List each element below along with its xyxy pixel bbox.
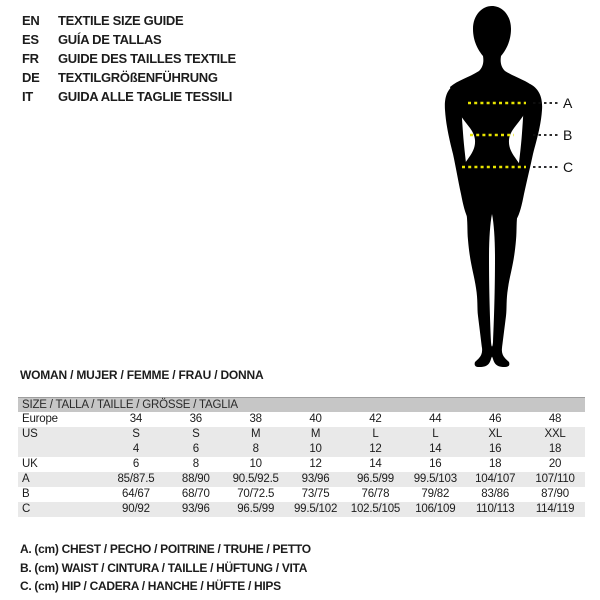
- size-table: [18, 397, 585, 517]
- lang-label: GUIDA ALLE TAGLIE TESSILI: [58, 89, 233, 104]
- lang-code: FR: [22, 51, 39, 66]
- size-table-body: [18, 412, 585, 517]
- table-cell: 10: [249, 458, 262, 470]
- table-cell: S: [192, 428, 200, 440]
- table-cell: 99.5/102: [293, 503, 338, 515]
- table-cell: 16: [429, 458, 442, 470]
- table-cell: 20: [548, 458, 562, 470]
- table-cell: L: [372, 428, 379, 440]
- lang-label: GUIDE DES TAILLES TEXTILE: [58, 51, 236, 66]
- lang-label: TEXTILE SIZE GUIDE: [58, 13, 184, 28]
- row-label: A: [22, 473, 30, 485]
- marker-letter-c: C: [563, 159, 574, 175]
- table-cell: 90.5/92.5: [232, 473, 279, 485]
- table-cell: 87/90: [541, 488, 569, 500]
- table-cell: 16: [488, 443, 502, 455]
- table-cell: 107/110: [535, 473, 575, 485]
- table-cell: XL: [488, 428, 503, 440]
- legend-line-b: B. (cm) WAIST / CINTURA / TAILLE / HÜFTUNG / VITA: [20, 560, 308, 575]
- table-row: [18, 442, 585, 457]
- table-row: [18, 412, 585, 427]
- table-cell: M: [250, 428, 261, 440]
- row-label: Europe: [22, 413, 58, 425]
- table-cell: 64/67: [122, 488, 150, 500]
- table-cell: 48: [548, 413, 562, 425]
- table-cell: 88/90: [181, 473, 210, 485]
- table-cell: 44: [429, 413, 442, 425]
- table-row: [18, 457, 585, 472]
- lang-label: TEXTILGRÖßENFÜHRUNG: [58, 70, 218, 85]
- marker-letter-a: A: [563, 95, 573, 111]
- table-cell: 40: [309, 413, 322, 425]
- table-cell: 110/113: [475, 503, 515, 515]
- table-row: [18, 502, 585, 517]
- lang-row-de: [22, 68, 236, 87]
- table-cell: 104/107: [475, 473, 516, 485]
- table-cell: 8: [252, 443, 259, 455]
- table-cell: 68/70: [181, 488, 210, 500]
- lang-row-es: [22, 30, 236, 49]
- table-row: [18, 427, 585, 442]
- table-cell: 6: [132, 458, 140, 470]
- legend-line-c: C. (cm) HIP / CADERA / HANCHE / HÜFTE / HIPS: [20, 579, 281, 593]
- group-title: WOMAN / MUJER / FEMME / FRAU / DONNA: [20, 368, 264, 382]
- table-cell: 83/86: [481, 488, 510, 500]
- table-cell: 12: [369, 443, 382, 455]
- table-cell: 93/96: [181, 503, 210, 515]
- table-cell: 93/96: [301, 473, 330, 485]
- table-cell: 12: [309, 458, 322, 470]
- row-label: US: [22, 428, 38, 440]
- table-cell: 36: [189, 413, 203, 425]
- table-cell: 96.5/99: [237, 503, 275, 515]
- table-cell: 10: [309, 443, 322, 455]
- table-cell: L: [432, 428, 439, 440]
- lang-code: IT: [22, 89, 33, 104]
- marker-letter-b: B: [563, 127, 573, 143]
- table-cell: 73/75: [301, 488, 330, 500]
- lang-row-fr: [22, 49, 236, 68]
- table-cell: 114/119: [535, 503, 575, 515]
- row-label: UK: [22, 458, 38, 470]
- table-cell: 90/92: [122, 503, 150, 515]
- table-cell: 38: [249, 413, 262, 425]
- lang-code: EN: [22, 13, 40, 28]
- table-cell: S: [132, 428, 140, 440]
- table-cell: 85/87.5: [117, 473, 155, 485]
- measurement-legend: [20, 540, 311, 596]
- table-row: [18, 472, 585, 487]
- table-cell: 96.5/99: [356, 473, 394, 485]
- table-cell: 70/72.5: [237, 488, 275, 500]
- table-cell: 79/82: [421, 488, 450, 500]
- table-cell: XXL: [544, 428, 566, 440]
- table-cell: 18: [488, 458, 502, 470]
- lang-row-it: [22, 87, 236, 106]
- table-cell: 8: [192, 458, 199, 470]
- table-cell: M: [310, 428, 321, 440]
- language-list: [22, 11, 236, 106]
- table-cell: 46: [488, 413, 502, 425]
- table-cell: 14: [369, 458, 382, 470]
- woman-silhouette-icon: [420, 0, 600, 380]
- table-cell: 34: [129, 413, 143, 425]
- table-cell: 18: [548, 443, 562, 455]
- row-label: B: [22, 488, 30, 500]
- legend-line-a: A. (cm) CHEST / PECHO / POITRINE / TRUHE / PETTO: [20, 542, 311, 556]
- table-cell: 106/109: [415, 503, 456, 515]
- row-label: C: [22, 503, 31, 515]
- lang-label: GUÍA DE TALLAS: [58, 32, 162, 47]
- table-cell: 99.5/103: [413, 473, 457, 485]
- table-cell: 102.5/105: [350, 503, 401, 515]
- lang-code: DE: [22, 70, 40, 85]
- measurement-figure: [420, 0, 600, 380]
- lang-code: ES: [22, 32, 39, 47]
- row-label: [18, 442, 106, 457]
- table-cell: 42: [369, 413, 382, 425]
- size-table-header: SIZE / TALLA / TAILLE / GRÖSSE / TAGLIA: [18, 397, 585, 412]
- lang-row-en: [22, 11, 236, 30]
- table-cell: 4: [132, 443, 140, 455]
- table-cell: 6: [192, 443, 199, 455]
- table-cell: 14: [429, 443, 442, 455]
- table-cell: 76/78: [361, 488, 390, 500]
- table-row: [18, 487, 585, 502]
